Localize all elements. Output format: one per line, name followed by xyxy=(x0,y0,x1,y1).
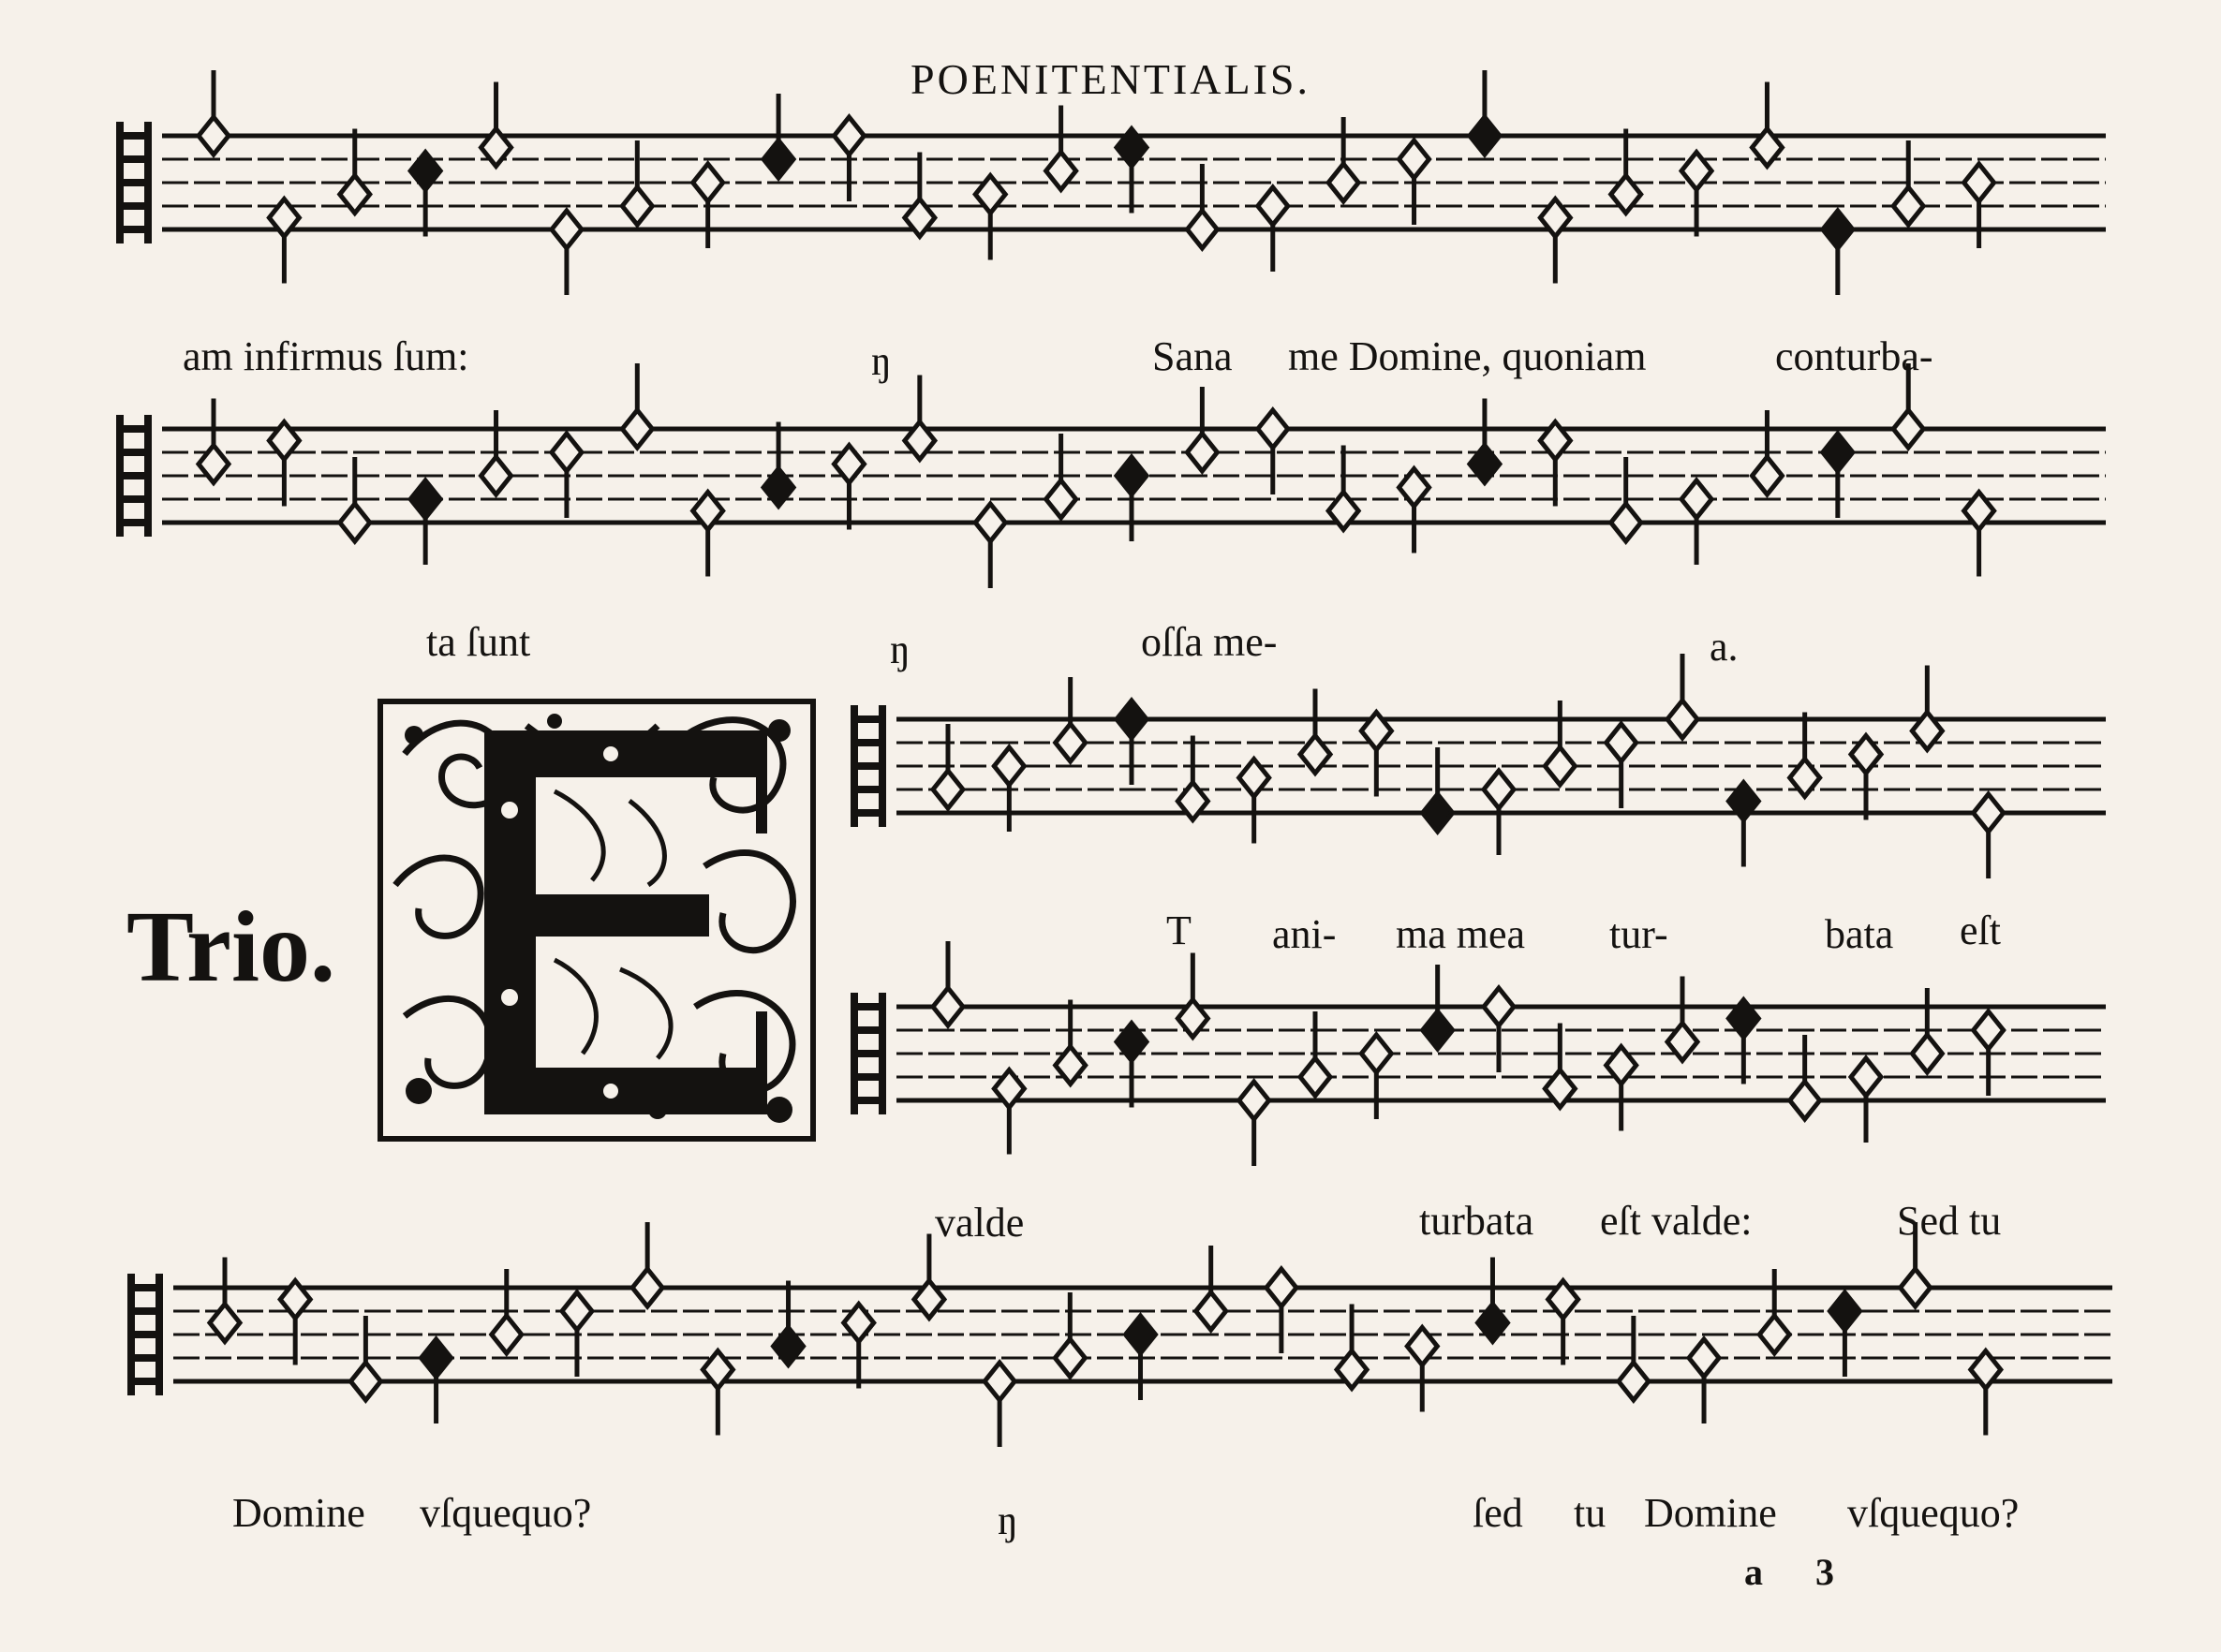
note-head xyxy=(1196,1292,1226,1330)
note-head xyxy=(1548,1281,1578,1319)
note-head xyxy=(1667,701,1697,738)
note-head xyxy=(410,480,440,518)
note-head xyxy=(1893,187,1923,225)
note-head xyxy=(703,1351,733,1389)
note-head xyxy=(1607,724,1636,761)
note-head xyxy=(340,176,370,214)
note-head xyxy=(914,1281,944,1319)
clef-mark xyxy=(131,1354,159,1362)
clef-mark xyxy=(120,202,148,210)
note-head xyxy=(1540,199,1570,237)
note-head xyxy=(1607,1047,1636,1084)
lyric-line2-part1: ta ſunt xyxy=(426,619,531,665)
note-head xyxy=(844,1305,874,1342)
note-head xyxy=(1407,1328,1437,1365)
lyric-line2-part3: a. xyxy=(1710,624,1739,670)
clef-mark xyxy=(854,739,882,746)
note-head xyxy=(1399,140,1429,178)
clef-mark xyxy=(120,179,148,186)
note-head xyxy=(1239,1082,1269,1119)
note-head xyxy=(340,504,370,541)
note-head xyxy=(985,1363,1014,1400)
note-head xyxy=(1239,760,1269,797)
note-head xyxy=(552,434,582,471)
note-head xyxy=(1545,1070,1575,1108)
note-head xyxy=(1477,1305,1507,1342)
response-symbol-3: ŋ xyxy=(998,1497,1018,1543)
note-head xyxy=(933,988,963,1025)
note-head xyxy=(1974,1011,2004,1049)
clef-mark xyxy=(120,519,148,526)
note-head xyxy=(1540,422,1570,460)
note-head xyxy=(933,771,963,808)
note-head xyxy=(994,1070,1024,1108)
note-head xyxy=(1126,1316,1156,1353)
note-head xyxy=(1752,457,1782,494)
clef-mark xyxy=(854,1026,882,1034)
lyric-line3-part3: ma mea xyxy=(1396,911,1526,957)
note-head xyxy=(975,504,1005,541)
clef-mark xyxy=(854,705,882,827)
note-head xyxy=(1361,713,1391,750)
note-head xyxy=(1759,1316,1789,1353)
note-head xyxy=(1964,493,1994,530)
lyric-line5-part6: vſquequo? xyxy=(1847,1490,2020,1536)
lyric-line3-part1: T xyxy=(1166,907,1192,953)
note-head xyxy=(774,1328,804,1365)
clef-mark xyxy=(131,1284,159,1291)
note-head xyxy=(1177,783,1207,820)
lyric-line5-part5: Domine xyxy=(1644,1490,1777,1536)
clef-mark xyxy=(120,425,148,433)
response-symbol-1: ŋ xyxy=(871,338,892,384)
note-head xyxy=(1484,988,1514,1025)
lyric-line3-part4: tur- xyxy=(1609,911,1668,957)
note-head xyxy=(1681,480,1711,518)
decorated-initial-e xyxy=(377,698,817,1143)
note-head xyxy=(1470,446,1500,483)
note-head xyxy=(199,446,229,483)
note-head xyxy=(1258,410,1288,448)
clef-mark xyxy=(120,226,148,233)
clef-mark xyxy=(854,762,882,770)
note-head xyxy=(280,1281,310,1319)
note-head xyxy=(1545,747,1575,785)
note-head xyxy=(199,117,229,155)
note-head xyxy=(1055,1339,1085,1377)
lyric-line1-part3: me Domine, quoniam xyxy=(1288,333,1647,379)
note-head xyxy=(1728,1000,1758,1038)
lyric-line1-part1: am infirmus ſum: xyxy=(183,333,469,379)
note-head xyxy=(422,1339,452,1377)
note-head xyxy=(1423,1011,1453,1049)
note-head xyxy=(1117,1024,1147,1061)
note-head xyxy=(1964,164,1994,201)
note-head xyxy=(975,176,1005,214)
note-head xyxy=(1117,129,1147,167)
note-head xyxy=(269,422,299,460)
clef-mark xyxy=(854,786,882,793)
section-label-trio: Trio. xyxy=(126,892,335,1003)
note-head xyxy=(1258,187,1288,225)
note-head xyxy=(1974,794,2004,832)
note-head xyxy=(1823,434,1853,471)
note-head xyxy=(1399,469,1429,507)
clef-mark xyxy=(854,1050,882,1057)
note-head xyxy=(1689,1339,1719,1377)
note-head xyxy=(1829,1292,1859,1330)
note-head xyxy=(1912,713,1942,750)
response-symbol-2: ŋ xyxy=(890,627,911,672)
note-head xyxy=(1266,1269,1296,1306)
note-head xyxy=(552,211,582,248)
lyric-line5-part2: vſquequo? xyxy=(420,1490,592,1536)
note-head xyxy=(622,410,652,448)
note-head xyxy=(1117,457,1147,494)
lyric-line1-part4: conturba- xyxy=(1775,333,1933,379)
note-head xyxy=(1056,1047,1086,1084)
note-head xyxy=(1611,176,1641,214)
lyric-line3-part6: eſt xyxy=(1960,907,2001,953)
note-head xyxy=(763,140,793,178)
note-head xyxy=(905,422,935,460)
lyric-line2-part2: oſſa me- xyxy=(1141,619,1278,665)
clef-mark xyxy=(854,715,882,723)
clef-mark xyxy=(854,1097,882,1104)
note-head xyxy=(410,153,440,190)
note-head xyxy=(269,199,299,237)
note-head xyxy=(492,1316,522,1353)
note-head xyxy=(1328,493,1358,530)
lyric-line3-part2: ani- xyxy=(1272,911,1337,957)
note-head xyxy=(1300,1058,1330,1096)
note-head xyxy=(1901,1269,1931,1306)
note-head xyxy=(1728,783,1758,820)
lyric-line3-part5: bata xyxy=(1825,911,1894,957)
clef-mark xyxy=(120,122,148,243)
clef-mark xyxy=(120,132,148,140)
note-head xyxy=(632,1269,662,1306)
note-head xyxy=(622,187,652,225)
note-head xyxy=(1177,1000,1207,1038)
note-head xyxy=(1300,736,1330,774)
note-head xyxy=(481,129,511,167)
note-head xyxy=(994,747,1024,785)
clef-mark xyxy=(131,1274,159,1395)
note-head xyxy=(1056,724,1086,761)
note-head xyxy=(693,493,723,530)
note-head xyxy=(834,446,864,483)
clef-mark xyxy=(120,449,148,456)
clef-mark xyxy=(854,809,882,817)
lyric-line4-part3: eſt valde: xyxy=(1600,1198,1753,1244)
note-head xyxy=(905,199,935,237)
lyric-line5-part3: ſed xyxy=(1473,1490,1523,1536)
signature-right: 3 xyxy=(1815,1551,1834,1593)
clef-mark xyxy=(854,1003,882,1010)
note-head xyxy=(693,164,723,201)
lyric-line4-part4: Sed tu xyxy=(1897,1198,2002,1244)
lyric-line5-part1: Domine xyxy=(232,1490,365,1536)
note-head xyxy=(1790,760,1820,797)
lyric-line5-part4: tu xyxy=(1574,1490,1607,1536)
note-head xyxy=(1851,1058,1881,1096)
signature-left: a xyxy=(1744,1551,1763,1593)
clef-mark xyxy=(120,495,148,503)
note-head xyxy=(1328,164,1358,201)
note-head xyxy=(210,1305,240,1342)
note-head xyxy=(1187,434,1217,471)
note-head xyxy=(1851,736,1881,774)
note-head xyxy=(1823,211,1853,248)
clef-mark xyxy=(120,472,148,479)
clef-mark xyxy=(120,415,148,537)
note-head xyxy=(763,469,793,507)
note-head xyxy=(1046,480,1076,518)
note-head xyxy=(1790,1082,1820,1119)
clef-mark xyxy=(131,1331,159,1338)
note-head xyxy=(834,117,864,155)
note-head xyxy=(562,1292,592,1330)
clef-mark xyxy=(131,1307,159,1315)
note-head xyxy=(481,457,511,494)
note-head xyxy=(350,1363,380,1400)
lyric-line4-part1: valde xyxy=(935,1200,1025,1246)
note-head xyxy=(1361,1035,1391,1072)
note-head xyxy=(1423,794,1453,832)
note-head xyxy=(1337,1351,1367,1389)
clef-mark xyxy=(131,1378,159,1385)
note-head xyxy=(1046,153,1076,190)
clef-mark xyxy=(854,993,882,1114)
note-head xyxy=(1971,1351,2001,1389)
note-head xyxy=(1619,1363,1649,1400)
note-head xyxy=(1117,701,1147,738)
clef-mark xyxy=(120,155,148,163)
note-head xyxy=(1611,504,1641,541)
note-head xyxy=(1187,211,1217,248)
lyric-line4-part2: turbata xyxy=(1419,1198,1534,1244)
lyric-line1-part2: Sana xyxy=(1152,333,1233,379)
clef-mark xyxy=(854,1073,882,1081)
page-title: POENITENTIALIS. xyxy=(911,55,1310,103)
note-head xyxy=(1470,117,1500,155)
note-head xyxy=(1752,129,1782,167)
note-head xyxy=(1484,771,1514,808)
note-head xyxy=(1667,1024,1697,1061)
note-head xyxy=(1912,1035,1942,1072)
note-head xyxy=(1681,153,1711,190)
note-head xyxy=(1893,410,1923,448)
